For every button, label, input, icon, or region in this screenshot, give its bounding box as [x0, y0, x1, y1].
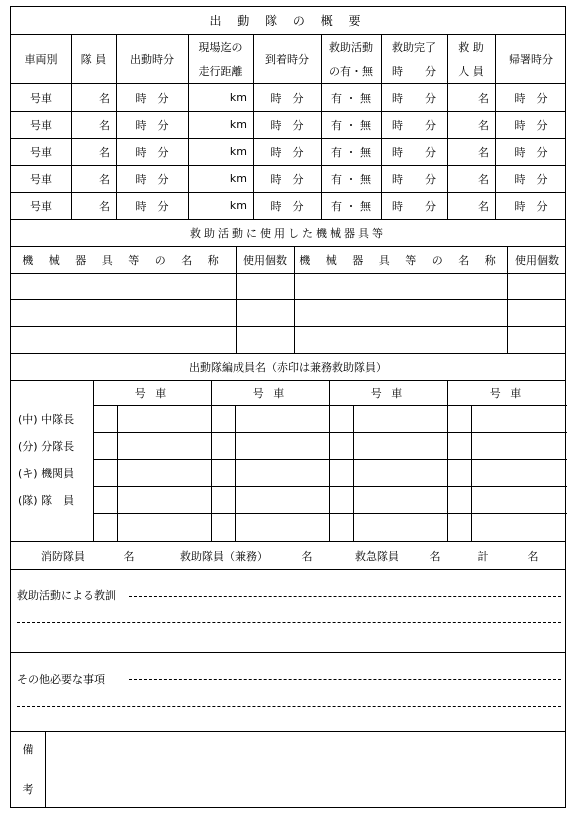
divider	[11, 569, 565, 570]
overview-cell-return[interactable]: 時 分	[514, 145, 548, 159]
grid-line	[495, 35, 496, 219]
overview-cell-arrival[interactable]: 時 分	[270, 199, 304, 213]
overview-cell-complete[interactable]: 時 分	[392, 172, 436, 186]
overview-cell-arrival[interactable]: 時 分	[270, 91, 304, 105]
machinery-col-count-left: 使用個数	[243, 254, 287, 267]
divider	[93, 405, 567, 406]
overview-cell-vehicle[interactable]: 号車	[30, 145, 52, 159]
overview-cell-dispatch[interactable]: 時 分	[135, 199, 169, 213]
overview-cell-arrival[interactable]: 時 分	[270, 145, 304, 159]
overview-cell-distance[interactable]: km	[229, 91, 247, 104]
summary-unit: 名	[123, 549, 135, 563]
grid-line	[236, 247, 237, 353]
overview-cell-rescue[interactable]: 有 ・ 無	[331, 199, 371, 213]
summary-unit: 名	[429, 549, 441, 563]
overview-cell-complete[interactable]: 時 分	[392, 118, 436, 132]
overview-cell-members[interactable]: 名	[99, 145, 110, 159]
crew-role-subleader: (分) 分隊長	[18, 439, 75, 453]
grid-line	[235, 405, 236, 541]
divider	[93, 432, 567, 433]
rescue-report-form	[10, 6, 566, 808]
remarks-label-bottom: 考	[22, 783, 34, 796]
header-rescue-line2: の有・無	[329, 65, 373, 78]
divider	[93, 486, 567, 487]
overview-cell-distance[interactable]: km	[229, 118, 247, 131]
overview-cell-return[interactable]: 時 分	[514, 118, 548, 132]
overview-cell-members[interactable]: 名	[99, 91, 110, 105]
overview-cell-vehicle[interactable]: 号車	[30, 172, 52, 186]
header-arrival-time: 到着時分	[265, 53, 309, 66]
grid-line	[321, 35, 322, 219]
overview-cell-rescue[interactable]: 有 ・ 無	[331, 118, 371, 132]
other-label: その他必要な事項	[17, 673, 105, 686]
divider	[11, 299, 565, 300]
header-rescued-line1: 救 助	[458, 41, 484, 54]
divider	[93, 459, 567, 460]
machinery-col-name-left: 機 械 器 具 等 の 名 称	[22, 254, 225, 267]
grid-line	[253, 35, 254, 219]
header-complete-line1: 救助完了	[392, 41, 436, 54]
crew-vehicle-4: 号 車	[489, 387, 525, 400]
overview-cell-arrival[interactable]: 時 分	[270, 172, 304, 186]
crew-vehicle-1: 号 車	[134, 387, 170, 400]
machinery-col-count-right: 使用個数	[515, 254, 559, 267]
overview-cell-rescued[interactable]: 名	[478, 91, 489, 105]
header-members: 隊 員	[80, 53, 107, 66]
overview-cell-rescued[interactable]: 名	[478, 172, 489, 186]
overview-cell-members[interactable]: 名	[99, 118, 110, 132]
overview-cell-distance[interactable]: km	[229, 145, 247, 158]
summary-ems: 救急隊員	[355, 549, 399, 563]
machinery-title: 救助活動に使用した機械器具等	[190, 227, 386, 240]
divider	[93, 513, 567, 514]
overview-cell-distance[interactable]: km	[229, 172, 247, 185]
overview-cell-complete[interactable]: 時 分	[392, 199, 436, 213]
lessons-line	[129, 596, 561, 597]
header-rescue-line1: 救助活動	[329, 41, 373, 54]
summary-unit: 名	[301, 549, 313, 563]
grid-line	[447, 35, 448, 219]
overview-cell-vehicle[interactable]: 号車	[30, 91, 52, 105]
grid-line	[188, 35, 189, 219]
header-complete-line2: 時 分	[392, 65, 436, 78]
grid-line	[71, 35, 72, 219]
lessons-line	[17, 622, 561, 623]
header-vehicle: 車両別	[24, 53, 58, 66]
overview-cell-rescued[interactable]: 名	[478, 118, 489, 132]
grid-line	[117, 405, 118, 541]
overview-cell-rescue[interactable]: 有 ・ 無	[331, 91, 371, 105]
crew-role-member: (隊) 隊 員	[18, 493, 75, 507]
remarks-field[interactable]	[47, 733, 563, 805]
divider	[11, 273, 565, 274]
overview-cell-dispatch[interactable]: 時 分	[135, 118, 169, 132]
crew-title: 出動隊編成員名（赤印は兼務救助隊員）	[189, 361, 387, 374]
summary-rescuers: 救助隊員（兼務）	[180, 549, 268, 563]
overview-cell-vehicle[interactable]: 号車	[30, 118, 52, 132]
overview-cell-arrival[interactable]: 時 分	[270, 118, 304, 132]
overview-title: 出 動 隊 の 概 要	[209, 14, 367, 28]
machinery-col-name-right: 機 械 器 具 等 の 名 称	[299, 254, 502, 267]
summary-total: 計	[477, 549, 489, 563]
remarks-label-top: 備	[22, 743, 34, 756]
crew-role-leader: (中) 中隊長	[18, 412, 75, 426]
header-dispatch-time: 出動時分	[130, 53, 174, 66]
grid-line	[45, 731, 46, 807]
overview-cell-return[interactable]: 時 分	[514, 91, 548, 105]
lessons-label: 救助活動による教訓	[17, 589, 116, 602]
overview-cell-vehicle[interactable]: 号車	[30, 199, 52, 213]
overview-cell-rescue[interactable]: 有 ・ 無	[331, 172, 371, 186]
grid-line	[381, 35, 382, 219]
overview-cell-dispatch[interactable]: 時 分	[135, 91, 169, 105]
overview-header-row	[11, 35, 565, 83]
header-return-time: 帰署時分	[509, 53, 553, 66]
overview-cell-rescue[interactable]: 有 ・ 無	[331, 145, 371, 159]
grid-line	[116, 35, 117, 219]
divider	[11, 326, 565, 327]
divider	[11, 731, 565, 732]
summary-firefighters: 消防隊員	[41, 549, 85, 563]
crew-vehicle-3: 号 車	[370, 387, 406, 400]
divider	[11, 652, 565, 653]
overview-cell-rescued[interactable]: 名	[478, 199, 489, 213]
header-distance-line1: 現場迄の	[198, 41, 243, 54]
overview-cell-members[interactable]: 名	[99, 172, 110, 186]
crew-role-engineer: (キ) 機関員	[18, 466, 75, 480]
overview-cell-dispatch[interactable]: 時 分	[135, 145, 169, 159]
grid-line	[353, 405, 354, 541]
grid-line	[507, 247, 508, 353]
crew-vehicle-2: 号 車	[252, 387, 288, 400]
summary-row	[11, 542, 565, 569]
overview-cell-return[interactable]: 時 分	[514, 172, 548, 186]
overview-cell-distance[interactable]: km	[229, 199, 247, 212]
overview-cell-rescued[interactable]: 名	[478, 145, 489, 159]
summary-unit: 名	[527, 549, 539, 563]
overview-cell-dispatch[interactable]: 時 分	[135, 172, 169, 186]
header-rescued-line2: 人 員	[458, 65, 484, 78]
overview-cell-return[interactable]: 時 分	[514, 199, 548, 213]
header-distance-line2: 走行距離	[198, 65, 243, 78]
overview-cell-complete[interactable]: 時 分	[392, 145, 436, 159]
grid-line	[294, 247, 295, 353]
overview-cell-members[interactable]: 名	[99, 199, 110, 213]
other-line	[129, 679, 561, 680]
overview-cell-complete[interactable]: 時 分	[392, 91, 436, 105]
other-line	[17, 706, 561, 707]
grid-line	[471, 405, 472, 541]
